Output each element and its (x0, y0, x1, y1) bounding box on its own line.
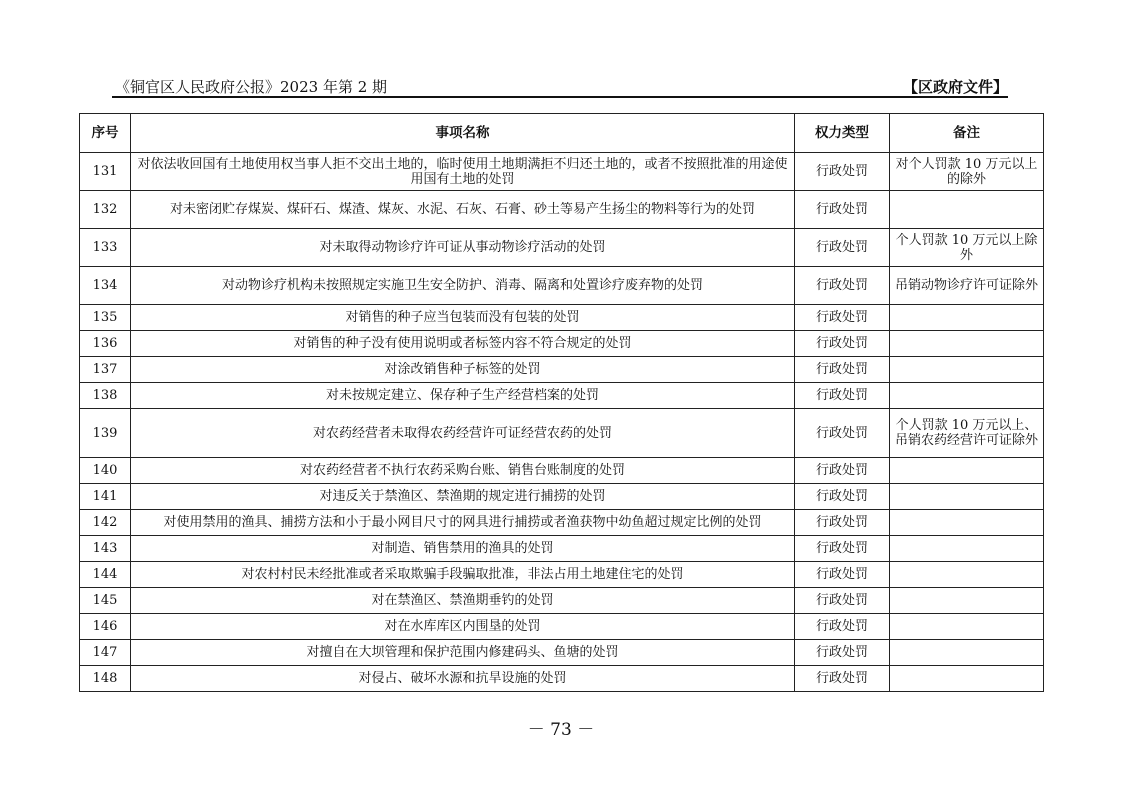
table-row (80, 614, 1044, 640)
item-name: 对销售的种子没有使用说明或者标签内容不符合规定的处罚 (131, 331, 795, 357)
table-row (80, 357, 1044, 383)
table-row (80, 305, 1044, 331)
power-type: 行政处罚 (795, 536, 890, 562)
row-number: 148 (80, 666, 131, 692)
column-header-remarks: 备注 (890, 114, 1044, 153)
remarks (890, 536, 1044, 562)
table-row (80, 484, 1044, 510)
table-row (80, 536, 1044, 562)
item-name: 对依法收回国有土地使用权当事人拒不交出土地的，临时使用土地期满拒不归还土地的，或者不按照批准的用途使用国有土地的处罚 (131, 153, 795, 191)
power-type: 行政处罚 (795, 510, 890, 536)
row-number: 131 (80, 153, 131, 191)
column-header-number: 序号 (80, 114, 131, 153)
item-name: 对销售的种子应当包装而没有包装的处罚 (131, 305, 795, 331)
remarks (890, 383, 1044, 409)
table-row (80, 640, 1044, 666)
table-row (80, 562, 1044, 588)
power-type: 行政处罚 (795, 409, 890, 458)
remarks: 个人罚款 10 万元以上、吊销农药经营许可证除外 (890, 409, 1044, 458)
gazette-header-title: 《铜官区人民政府公报》2023 年第 2 期 (115, 78, 388, 96)
row-number: 147 (80, 640, 131, 666)
row-number: 142 (80, 510, 131, 536)
power-type: 行政处罚 (795, 153, 890, 191)
item-name: 对动物诊疗机构未按照规定实施卫生安全防护、消毒、隔离和处置诊疗废弃物的处罚 (131, 267, 795, 305)
table-row (80, 383, 1044, 409)
row-number: 137 (80, 357, 131, 383)
table-row (80, 458, 1044, 484)
power-type: 行政处罚 (795, 666, 890, 692)
power-type: 行政处罚 (795, 331, 890, 357)
remarks (890, 588, 1044, 614)
column-header-item-name: 事项名称 (131, 114, 795, 153)
remarks: 对个人罚款 10 万元以上的除外 (890, 153, 1044, 191)
power-type: 行政处罚 (795, 383, 890, 409)
row-number: 133 (80, 229, 131, 267)
page-number: － 73 － (527, 720, 595, 740)
remarks (890, 510, 1044, 536)
item-name: 对农药经营者不执行农药采购台账、销售台账制度的处罚 (131, 458, 795, 484)
power-type: 行政处罚 (795, 640, 890, 666)
table-row (80, 229, 1044, 267)
row-number: 135 (80, 305, 131, 331)
table-row (80, 510, 1044, 536)
remarks (890, 562, 1044, 588)
item-name: 对在禁渔区、禁渔期垂钓的处罚 (131, 588, 795, 614)
remarks (890, 331, 1044, 357)
row-number: 138 (80, 383, 131, 409)
table-row (80, 153, 1044, 191)
row-number: 146 (80, 614, 131, 640)
remarks: 个人罚款 10 万元以上除外 (890, 229, 1044, 267)
item-name: 对未按规定建立、保存种子生产经营档案的处罚 (131, 383, 795, 409)
header-divider (112, 96, 1008, 98)
table-row (80, 588, 1044, 614)
item-name: 对未密闭贮存煤炭、煤矸石、煤渣、煤灰、水泥、石灰、石膏、砂土等易产生扬尘的物料等行为的处罚 (131, 191, 795, 229)
table-header-row (80, 114, 1044, 153)
table-row (80, 331, 1044, 357)
table-row (80, 666, 1044, 692)
power-type: 行政处罚 (795, 305, 890, 331)
power-type: 行政处罚 (795, 484, 890, 510)
item-name: 对农药经营者未取得农药经营许可证经营农药的处罚 (131, 409, 795, 458)
power-type: 行政处罚 (795, 588, 890, 614)
remarks (890, 305, 1044, 331)
remarks (890, 458, 1044, 484)
row-number: 132 (80, 191, 131, 229)
item-name: 对制造、销售禁用的渔具的处罚 (131, 536, 795, 562)
remarks (890, 191, 1044, 229)
table-row (80, 267, 1044, 305)
power-type: 行政处罚 (795, 357, 890, 383)
power-type: 行政处罚 (795, 267, 890, 305)
row-number: 145 (80, 588, 131, 614)
column-header-power-type: 权力类型 (795, 114, 890, 153)
table-row (80, 409, 1044, 458)
row-number: 136 (80, 331, 131, 357)
remarks (890, 357, 1044, 383)
item-name: 对涂改销售种子标签的处罚 (131, 357, 795, 383)
remarks (890, 666, 1044, 692)
item-name: 对侵占、破坏水源和抗旱设施的处罚 (131, 666, 795, 692)
power-type: 行政处罚 (795, 458, 890, 484)
item-name: 对擅自在大坝管理和保护范围内修建码头、鱼塘的处罚 (131, 640, 795, 666)
item-name: 对违反关于禁渔区、禁渔期的规定进行捕捞的处罚 (131, 484, 795, 510)
document-category-label: 【区政府文件】 (902, 78, 1008, 96)
remarks (890, 484, 1044, 510)
row-number: 139 (80, 409, 131, 458)
item-name: 对未取得动物诊疗许可证从事动物诊疗活动的处罚 (131, 229, 795, 267)
power-type: 行政处罚 (795, 191, 890, 229)
remarks (890, 640, 1044, 666)
row-number: 143 (80, 536, 131, 562)
item-name: 对在水库库区内围垦的处罚 (131, 614, 795, 640)
remarks (890, 614, 1044, 640)
item-name: 对农村村民未经批准或者采取欺骗手段骗取批准，非法占用土地建住宅的处罚 (131, 562, 795, 588)
row-number: 144 (80, 562, 131, 588)
power-type: 行政处罚 (795, 562, 890, 588)
item-name: 对使用禁用的渔具、捕捞方法和小于最小网目尺寸的网具进行捕捞或者渔获物中幼鱼超过规定比例的处罚 (131, 510, 795, 536)
table-row (80, 191, 1044, 229)
power-items-table (79, 113, 1044, 692)
power-type: 行政处罚 (795, 614, 890, 640)
row-number: 141 (80, 484, 131, 510)
power-type: 行政处罚 (795, 229, 890, 267)
row-number: 134 (80, 267, 131, 305)
row-number: 140 (80, 458, 131, 484)
remarks: 吊销动物诊疗许可证除外 (890, 267, 1044, 305)
